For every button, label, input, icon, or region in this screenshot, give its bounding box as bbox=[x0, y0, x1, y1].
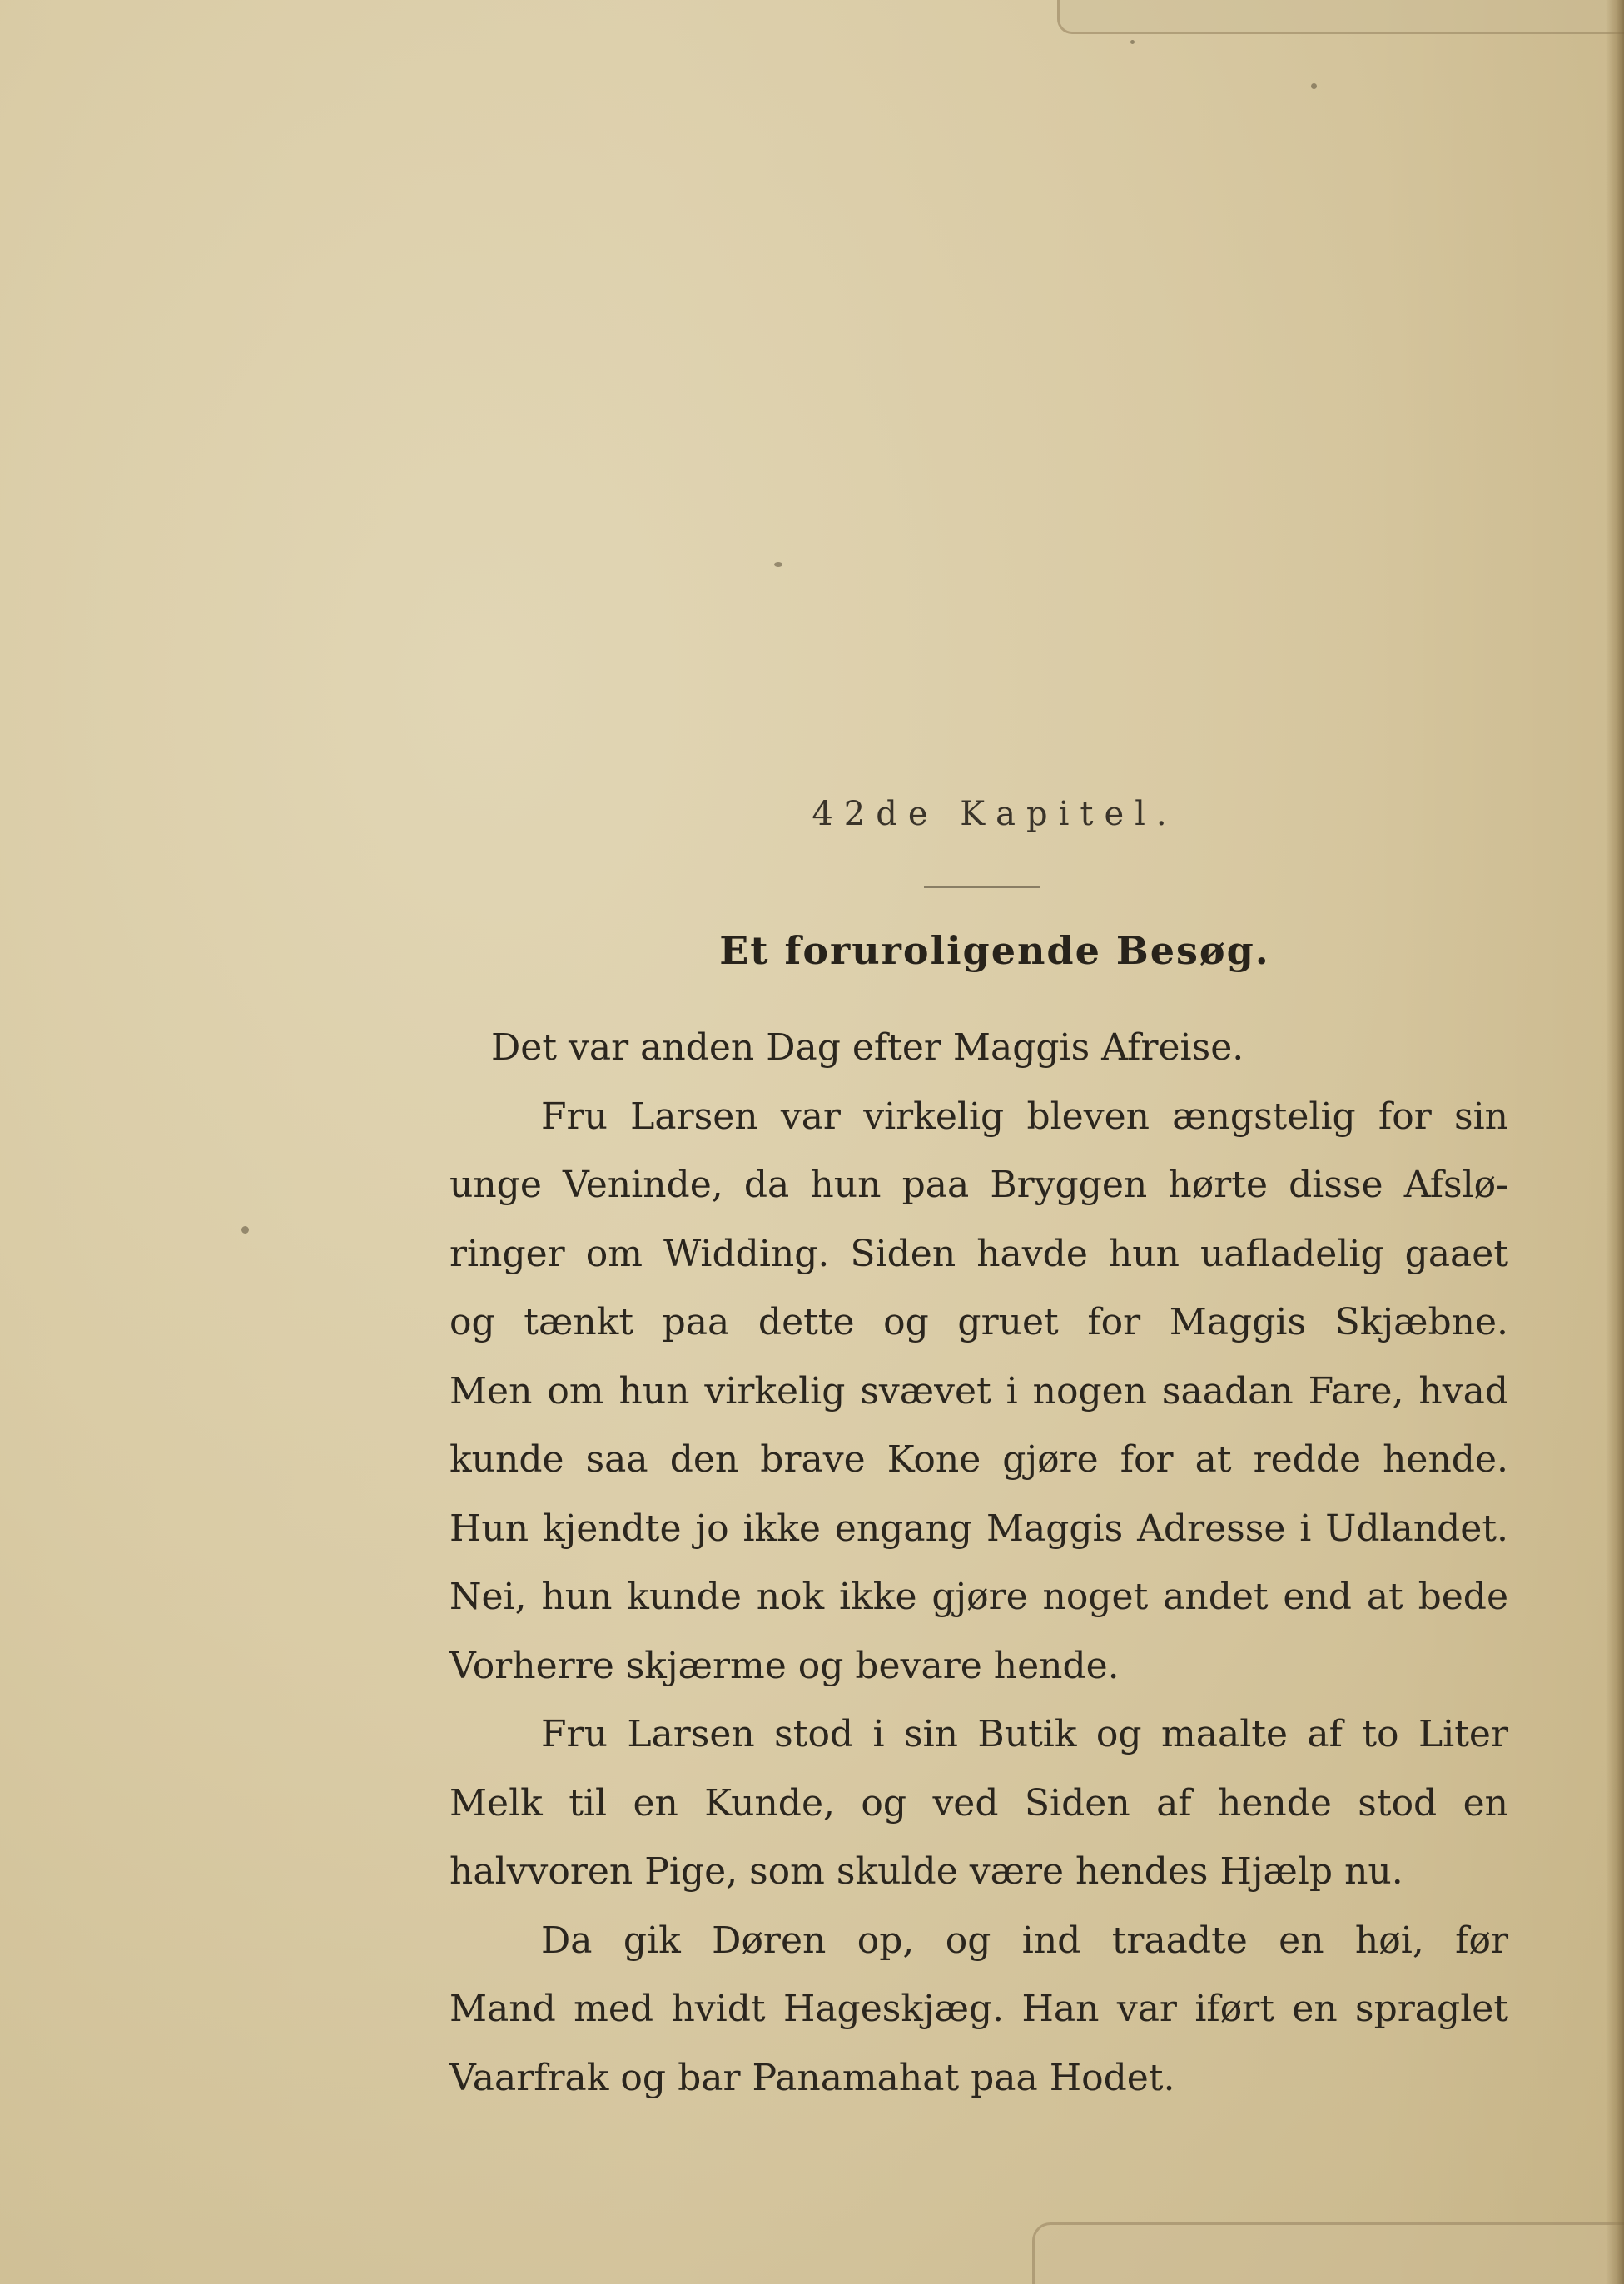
page-corner-top bbox=[1057, 0, 1624, 34]
chapter-label: 42de Kapitel. bbox=[812, 795, 1178, 833]
chapter-title: Et foruroligende Besøg. bbox=[719, 928, 1270, 973]
paper-speck bbox=[241, 1226, 249, 1234]
page-corner-bottom bbox=[1032, 2222, 1624, 2284]
text-line: Da gik Døren op, og ind traadte en høi, før bbox=[541, 1919, 1508, 1962]
page-edge-shadow bbox=[1606, 0, 1624, 2284]
text-line: kunde saa den brave Kone gjøre for at redde hende. bbox=[449, 1438, 1508, 1481]
paper-speck bbox=[1311, 83, 1317, 89]
text-line: Men om hun virkelig svævet i nogen saadan Fare, hvad bbox=[449, 1369, 1508, 1413]
text-line: Fru Larsen stod i sin Butik og maalte af to Liter bbox=[541, 1713, 1508, 1755]
text-line: Vorherre skjærme og bevare hende. bbox=[449, 1644, 1120, 1687]
text-line: Nei, hun kunde nok ikke gjøre noget andet end at bede bbox=[449, 1576, 1508, 1618]
text-line: Melk til en Kunde, og ved Siden af hende stod en bbox=[449, 1781, 1508, 1825]
chapter-body bbox=[449, 1014, 1508, 2113]
paper-speck bbox=[1130, 40, 1135, 44]
text-line: Det var anden Dag efter Maggis Afreise. bbox=[491, 1026, 1244, 1069]
paper-speck bbox=[774, 562, 782, 567]
text-line: og tænkt paa dette og gruet for Maggis Skjæbne. bbox=[449, 1301, 1508, 1343]
title-rule bbox=[924, 886, 1040, 888]
text-line: ringer om Widding. Siden havde hun uafladelig gaaet bbox=[449, 1232, 1508, 1275]
text-line: Hun kjendte jo ikke engang Maggis Adresse i Udlandet. bbox=[449, 1507, 1508, 1550]
text-line: halvvoren Pige, som skulde være hendes Hjælp nu. bbox=[449, 1850, 1403, 1893]
text-line: Vaarfrak og bar Panamahat paa Hodet. bbox=[449, 2056, 1175, 2099]
text-line: unge Veninde, da hun paa Bryggen hørte disse Afslø- bbox=[449, 1164, 1508, 1206]
text-line: Fru Larsen var virkelig bleven ængstelig for sin bbox=[541, 1095, 1508, 1138]
text-line: Mand med hvidt Hageskjæg. Han var iført en spraglet bbox=[449, 1988, 1508, 2030]
